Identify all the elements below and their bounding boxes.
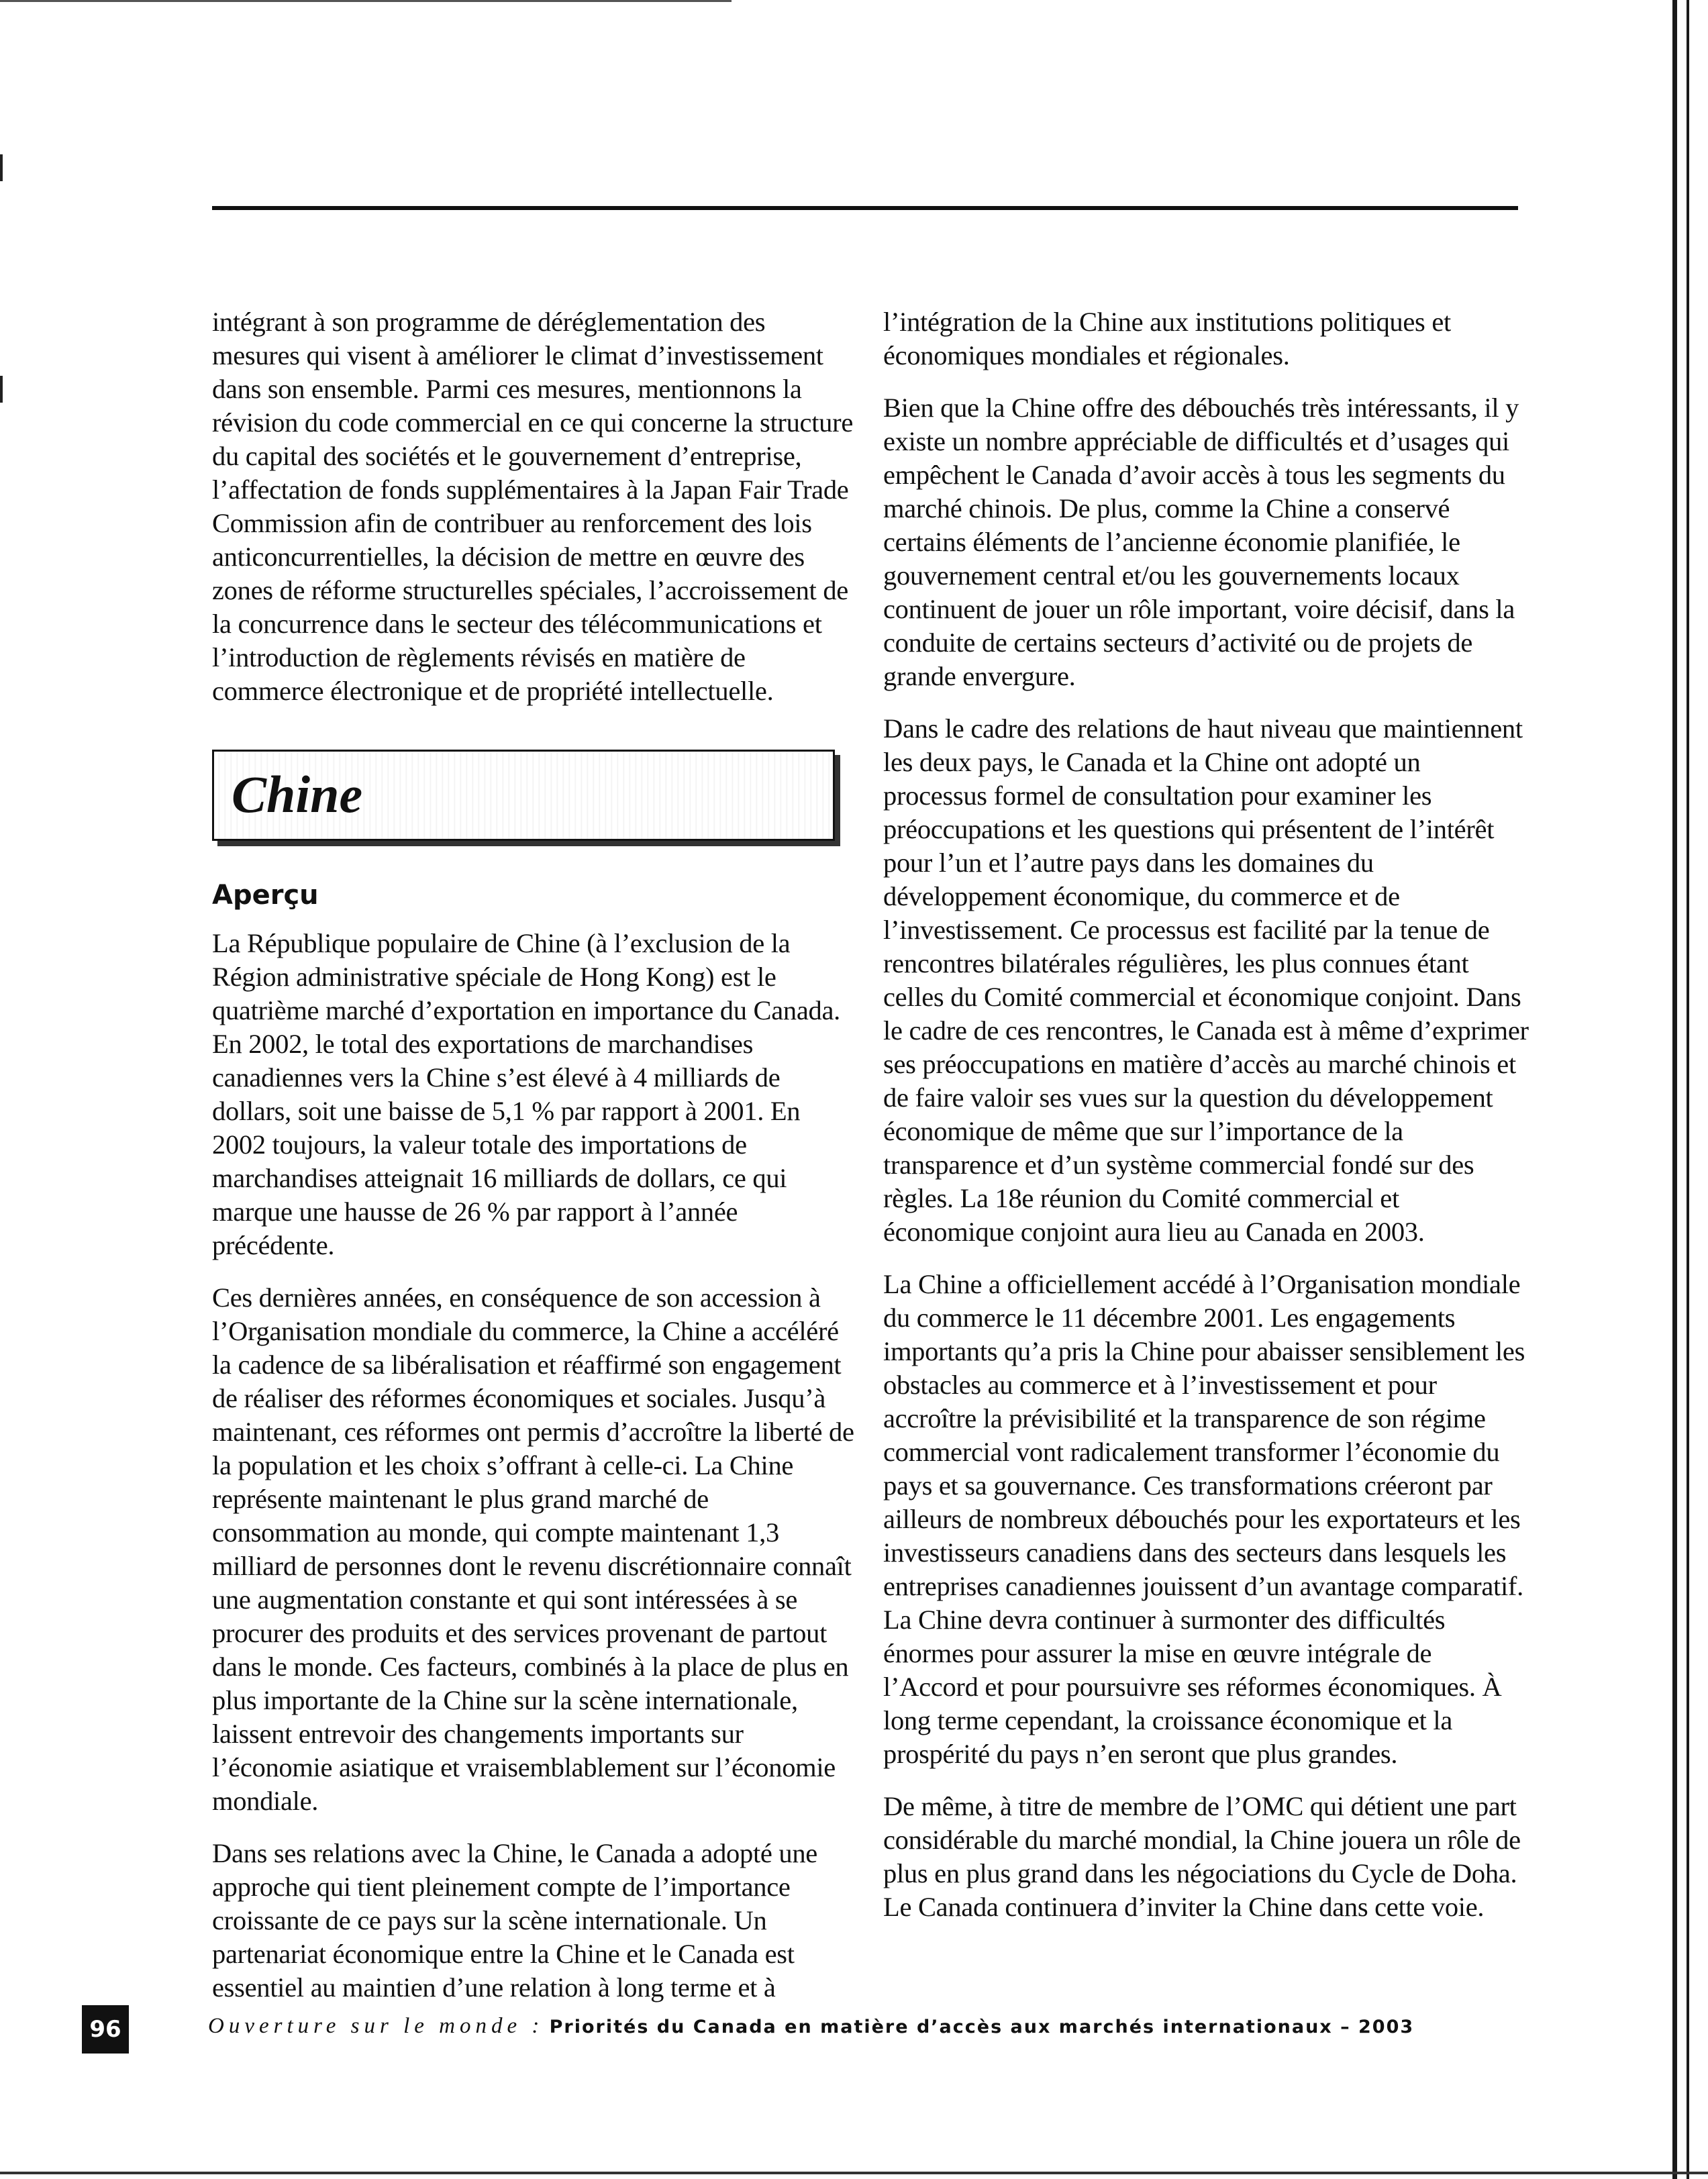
paragraph: Bien que la Chine offre des débouchés très intéressants, il y existe un nombre appréciable de difficultés et d’usages qui empêchent le Canada d’avoir accès à tous les segments du marché chinois. De plus, comme la Chine a conservé certains éléments de l’ancienne économie planifiée, le gouvernement central et/ou les gouvernements locaux continuent de jouer un rôle important, voire décisif, dans la conduite de certains secteurs d’activité ou de projets de grande envergure.: [883, 393, 1519, 691]
footer-title: Ouverture sur le monde :: [208, 2014, 544, 2038]
section-title: Chine: [232, 765, 363, 823]
scan-mark: [0, 154, 3, 181]
header-rule: [212, 206, 1518, 210]
subheading: Aperçu: [212, 880, 319, 911]
paragraph: Ces dernières années, en conséquence de son accession à l’Organisation mondiale du commerce, la Chine a accéléré la cadence de sa libéralisation et réaffirmé son engagement de réaliser des réformes économiques et sociales. Jusqu’à maintenant, ces réformes ont permis d’accroître la liberté de la population et les choix s’offrant à celle-ci. La Chine représente maintenant le plus grand marché de consommation au monde, qui compte maintenant 1,3 milliard de personnes dont le revenu discrétionnaire connaît une augmentation constante et qui sont intéressées à se procurer des produits et des services provenant de partout dans le monde. Ces facteurs, combinés à la place de plus en plus importante de la Chine sur la scène internationale, laissent entrevoir des changements importants sur l’économie asiatique et vraisemblablement sur l’économie mondiale.: [212, 1282, 854, 1816]
paragraph: l’intégration de la Chine aux institutions politiques et économiques mondiales et régionales.: [883, 307, 1451, 370]
scan-edge-right: [1672, 0, 1677, 2179]
right-column: [883, 305, 1530, 1943]
running-footer: [208, 2011, 1414, 2042]
section-title-box: [212, 750, 835, 841]
paragraph: Dans ses relations avec la Chine, le Canada a adopté une approche qui tient pleinement compte de l’importance croissante de ce pays sur la scène internationale. Un partenariat économique entre la Chine et le Canada est essentiel au maintien d’une relation à long terme et à: [212, 1838, 817, 2003]
paragraph: De même, à titre de membre de l’OMC qui détient une part considérable du marché mondial, la Chine jouera un rôle de plus en plus grand dans les négociations du Cycle de Doha. Le Canada continuera d’inviter la Chine dans cette voie.: [883, 1791, 1521, 1922]
page-number: 96: [82, 2005, 129, 2054]
paragraph: intégrant à son programme de déréglementation des mesures qui visent à améliorer le climat d’investissement dans son ensemble. Parmi ces mesures, mentionnons la révision du code commercial en ce qui concerne la structure du capital des sociétés et le gouvernement d’entreprise, l’affectation de fonds supplémentaires à la Japan Fair Trade Commission afin de contribuer au renforcement des lois anticoncurrentielles, la décision de mettre en œuvre des zones de réforme structurelles spéciales, l’accroissement de la concurrence dans le secteur des télécommunications et l’introduction de règlements révisés en matière de commerce électronique et de propriété intellectuelle.: [212, 307, 853, 706]
scan-mark: [0, 376, 3, 403]
left-column: [212, 305, 859, 2023]
scan-edge-top: [0, 0, 732, 2]
paragraph: La Chine a officiellement accédé à l’Organisation mondiale du commerce le 11 décembre 2001. Les engagements importants qu’a pris la Chine pour abaisser sensiblement les obstacles au commerce et à l’investissement et pour accroître la prévisibilité et la transparence de son régime commercial vont radicalement transformer l’économie du pays et sa gouvernance. Ces transformations créeront par ailleurs de nombreux débouchés pour les exportateurs et les investisseurs canadiens dans des secteurs dans lesquels les entreprises canadiennes jouissent d’un avantage comparatif. La Chine devra continuer à surmonter des difficultés énormes pour assurer la mise en œuvre intégrale de l’Accord et pour poursuivre ses réformes économiques. À long terme cependant, la croissance économique et la prospérité du pays n’en seront que plus grandes.: [883, 1269, 1525, 1769]
paragraph: La République populaire de Chine (à l’exclusion de la Région administrative spéciale de Hong Kong) est le quatrième marché d’exportation en importance du Canada. En 2002, le total des exportations de marchandises canadiennes vers la Chine s’est élevé à 4 milliards de dollars, soit une baisse de 5,1 % par rapport à 2001. En 2002 toujours, la valeur totale des importations de marchandises atteignait 16 milliards de dollars, ce qui marque une hausse de 26 % par rapport à l’année précédente.: [212, 928, 840, 1260]
scan-edge-right-inner: [1687, 0, 1689, 2179]
scan-edge-bottom: [0, 2172, 1708, 2174]
footer-subtitle: Priorités du Canada en matière d’accès aux marchés internationaux – 2003: [549, 2017, 1415, 2037]
paragraph: Dans le cadre des relations de haut niveau que maintiennent les deux pays, le Canada et la Chine ont adopté un processus formel de consultation pour examiner les préoccupations et les questions qui présentent de l’intérêt pour l’un et l’autre pays dans les domaines du développement économique, du commerce et de l’investissement. Ce processus est facilité par la tenue de rencontres bilatérales régulières, les plus connues étant celles du Comité commercial et économique conjoint. Dans le cadre de ces rencontres, le Canada est à même d’exprimer ses préoccupations en matière d’accès au marché chinois et de faire valoir ses vues sur la question du développement économique de même que sur l’importance de la transparence et d’un système commercial fondé sur des règles. La 18e réunion du Comité commercial et économique conjoint aura lieu au Canada en 2003.: [883, 713, 1529, 1247]
